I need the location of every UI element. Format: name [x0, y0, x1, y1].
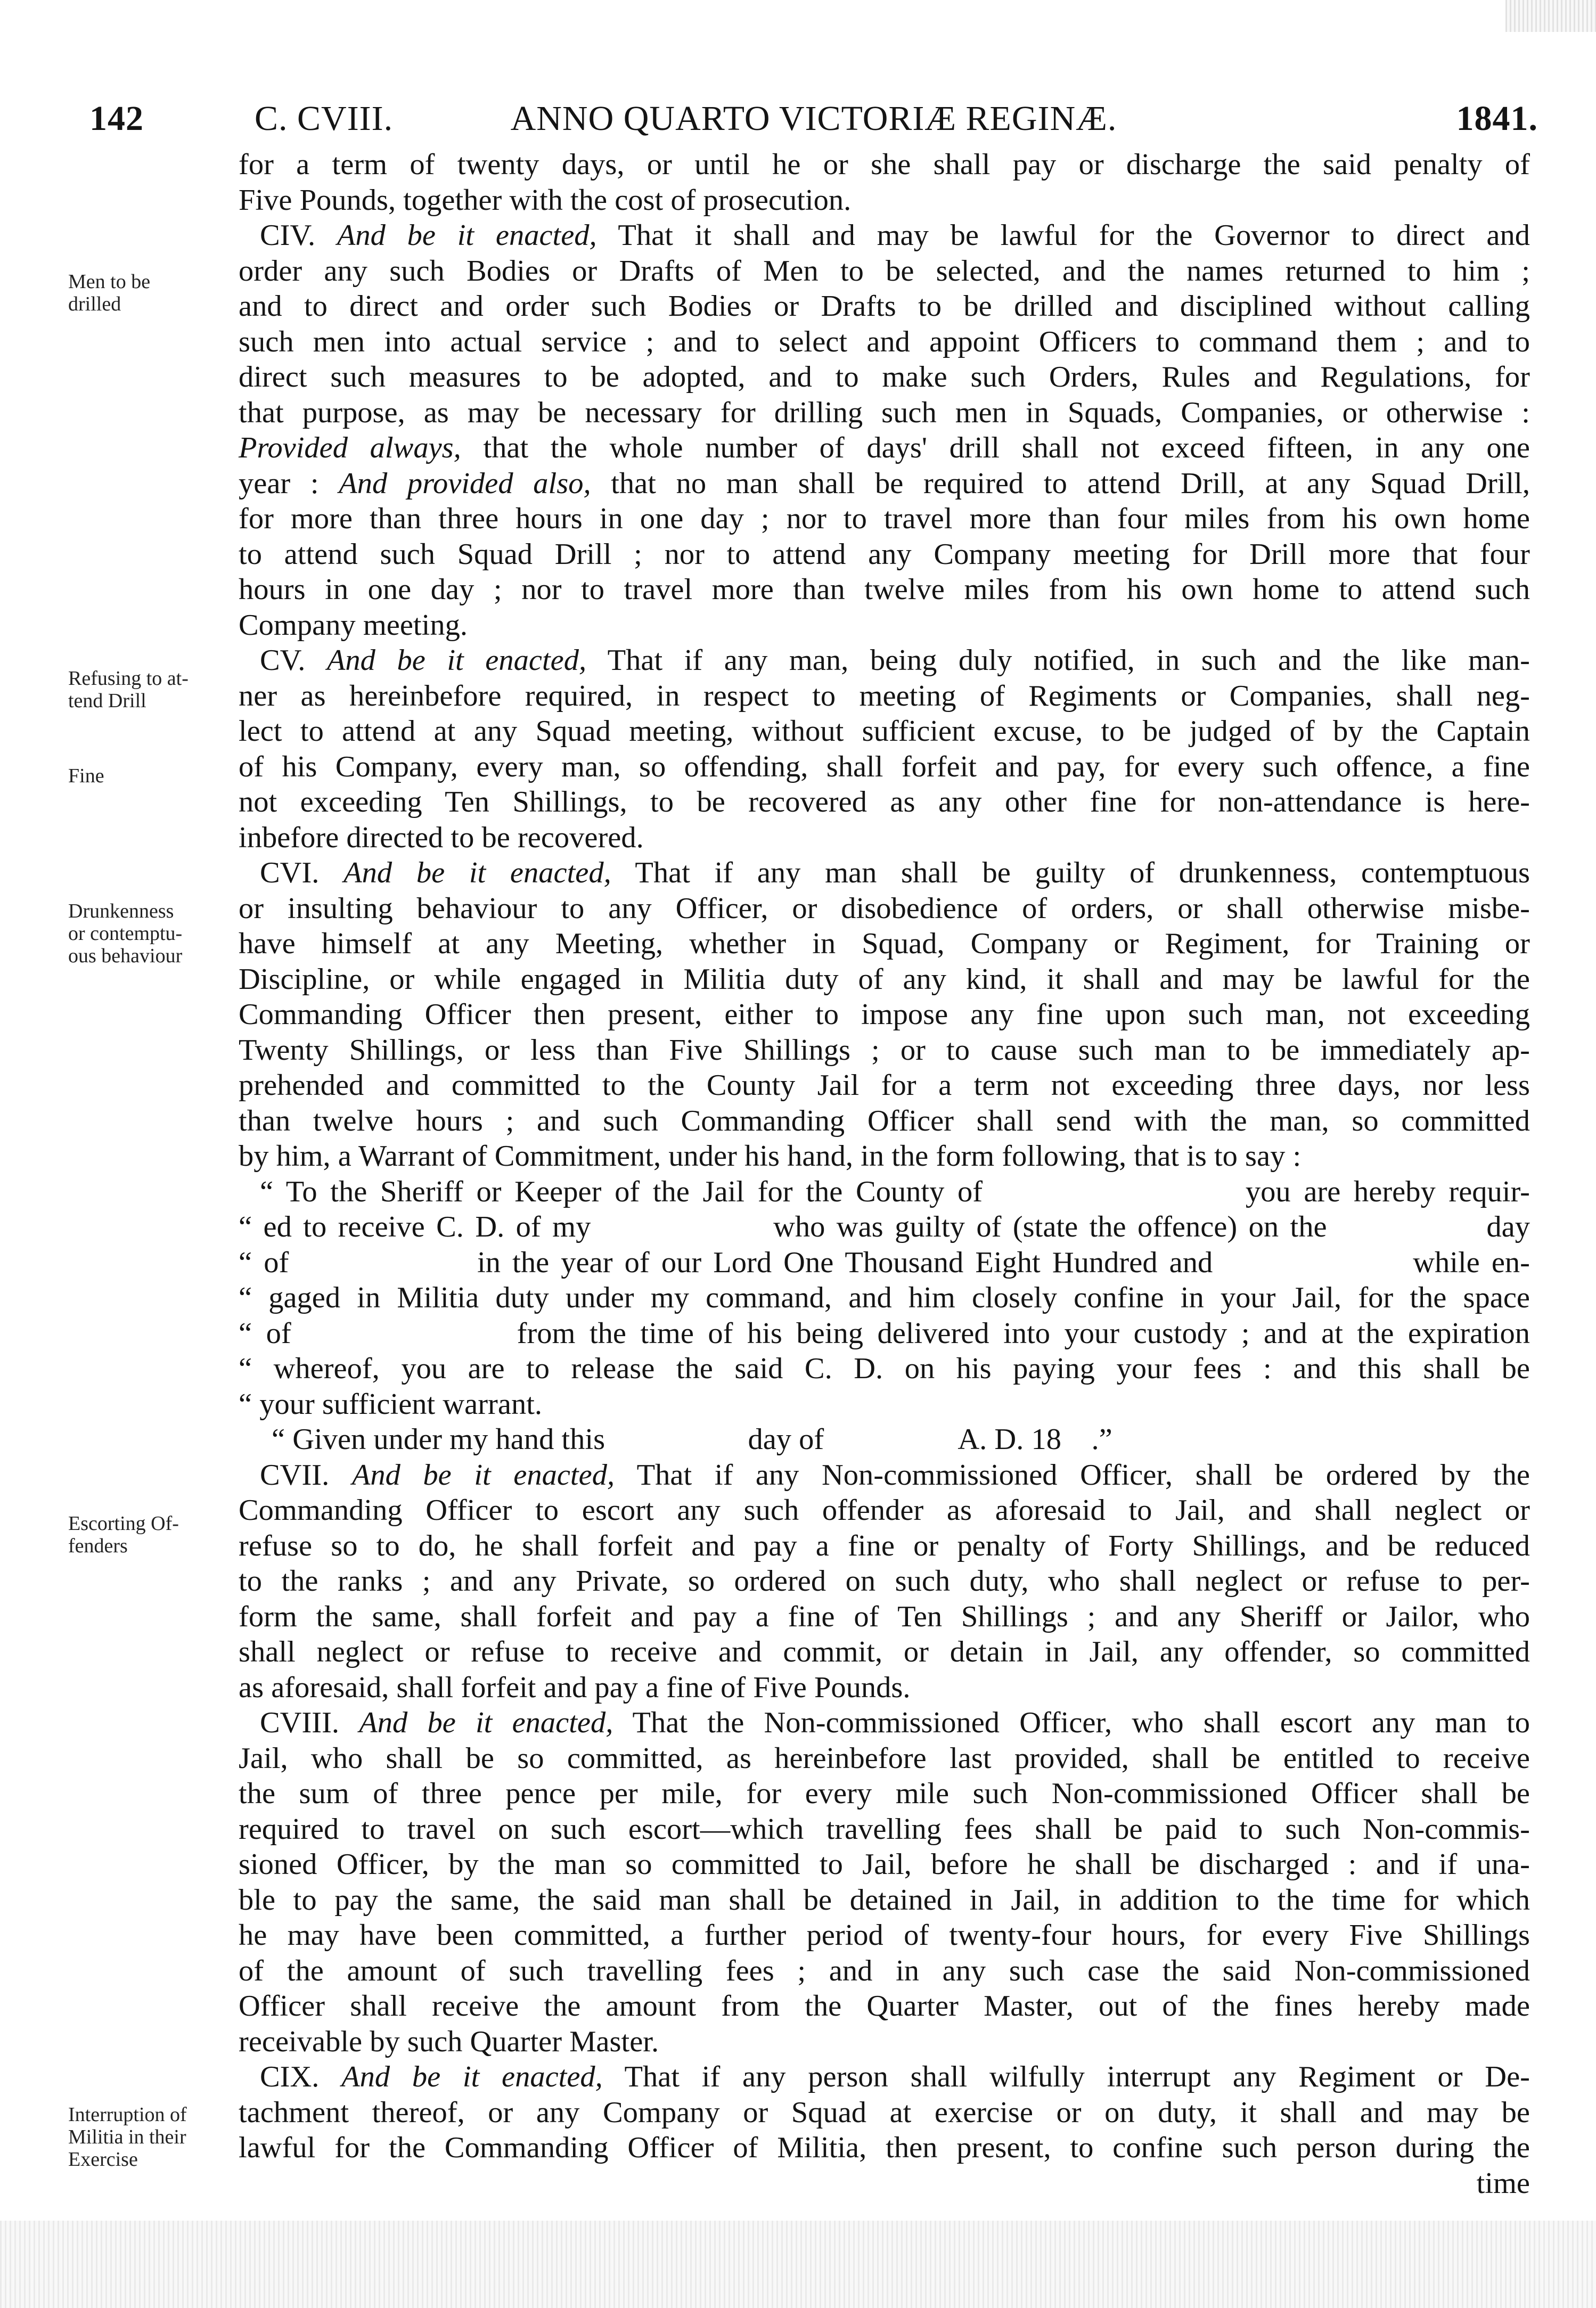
text-line: the sum of three pence per mile, for every mile such Non-commissioned Officer shall be	[239, 1777, 1530, 1810]
text-line: Discipline, or while engaged in Militia duty of any kind, it shall and may be lawful for the	[239, 962, 1530, 996]
text-line: not exceeding Ten Shillings, to be recovered as any other fine for non-attendance is here-	[239, 785, 1530, 819]
margin-note-interruption: Interruption of Militia in their Exercise	[68, 2104, 187, 2171]
text-line: for a term of twenty days, or until he or she shall pay or discharge the said penalty of	[239, 148, 1530, 181]
warrant-line: “ your sufficient warrant.	[239, 1387, 543, 1421]
page-header	[89, 95, 1538, 143]
text-line: required to travel on such escort—which travelling fees shall be paid to such Non-commis-	[239, 1812, 1530, 1846]
text-line: Five Pounds, together with the cost of prosecution.	[239, 183, 852, 217]
warrant-line: “ whereof, you are to release the said C. D. on his paying your fees : and this shall be	[239, 1352, 1530, 1385]
warrant-line: “ of from the time of his being delivered into your custody ; and at the expiration	[239, 1316, 1530, 1350]
text-line: sioned Officer, by the man so committed to Jail, before he shall be discharged : and if una-	[239, 1848, 1530, 1881]
text-line: as aforesaid, shall forfeit and pay a fine of Five Pounds.	[239, 1671, 911, 1704]
scan-noise-bottom	[0, 2221, 1596, 2308]
warrant-given-line: “ Given under my hand this day of A. D. 18 .”	[272, 1423, 1112, 1456]
section-civ-first-line: CIV. And be it enacted, That it shall and may be lawful for the Governor to direct and	[260, 219, 1530, 252]
scan-noise-top	[1505, 0, 1596, 32]
text-line: he may have been committed, a further period of twenty-four hours, for every Five Shillings	[239, 1919, 1530, 1952]
text-line: year : And provided also, that no man shall be required to attend Drill, at any Squad Drill,	[239, 466, 1530, 500]
text-line: order any such Bodies or Drafts of Men to be selected, and the names returned to him ;	[239, 254, 1530, 288]
text-line: to attend such Squad Drill ; nor to attend any Company meeting for Drill more that four	[239, 537, 1530, 571]
text-line: of the amount of such travelling fees ; and in any such case the said Non-commissioned	[239, 1954, 1530, 1987]
catchword: time	[1476, 2166, 1530, 2200]
text-line: direct such measures to be adopted, and to make such Orders, Rules and Regulations, for	[239, 361, 1530, 394]
text-line: prehended and committed to the County Jail for a term not exceeding three days, nor less	[239, 1069, 1530, 1102]
text-line: receivable by such Quarter Master.	[239, 2025, 659, 2058]
text-line: of his Company, every man, so offending, shall forfeit and pay, for every such offence, a fine	[239, 750, 1530, 783]
margin-note-drunkenness: Drunkenness or contemptu- ous behaviour	[68, 900, 183, 967]
margin-note-refusing-drill: Refusing to at- tend Drill	[68, 667, 189, 712]
text-line: tachment thereof, or any Company or Squad at exercise or on duty, it shall and may be	[239, 2096, 1530, 2129]
text-line: shall neglect or refuse to receive and commit, or detain in Jail, any offender, so committed	[239, 1635, 1530, 1668]
margin-note-escorting: Escorting Of- fenders	[68, 1512, 179, 1557]
warrant-line: “ of in the year of our Lord One Thousand Eight Hundred and while en-	[239, 1246, 1530, 1279]
warrant-line: “ gaged in Militia duty under my command, and him closely confine in your Jail, for the space	[239, 1281, 1530, 1314]
section-cv-first-line: CV. And be it enacted, That if any man, being duly notified, in such and the like man-	[260, 644, 1530, 677]
text-line: that purpose, as may be necessary for drilling such men in Squads, Companies, or otherwise :	[239, 396, 1530, 429]
margin-note-fine: Fine	[68, 765, 104, 787]
running-title: ANNO QUARTO VICTORIÆ REGINÆ.	[510, 99, 1117, 138]
warrant-line: “ ed to receive C. D. of my who was guilty of (state the offence) on the day	[239, 1210, 1530, 1243]
text-line: lawful for the Commanding Officer of Militia, then present, to confine such person during the	[239, 2131, 1530, 2164]
text-line: such men into actual service ; and to select and appoint Officers to command them ; and to	[239, 325, 1530, 358]
text-line: to the ranks ; and any Private, so ordered on such duty, who shall neglect or refuse to per-	[239, 1565, 1530, 1598]
text-line: and to direct and order such Bodies or Drafts to be drilled and disciplined without calling	[239, 290, 1530, 323]
text-line: have himself at any Meeting, whether in Squad, Company or Regiment, for Training or	[239, 927, 1530, 960]
section-cvii-first-line: CVII. And be it enacted, That if any Non-commissioned Officer, shall be ordered by the	[260, 1458, 1530, 1492]
text-line: Provided always, that the whole number of days' drill shall not exceed fifteen, in any one	[239, 431, 1530, 464]
text-line: Commanding Officer then present, either to impose any fine upon such man, not exceeding	[239, 998, 1530, 1031]
text-line: Company meeting.	[239, 608, 468, 642]
section-cix-first-line: CIX. And be it enacted, That if any person shall wilfully interrupt any Regiment or De-	[260, 2060, 1530, 2093]
text-line: or insulting behaviour to any Officer, or disobedience of orders, or shall otherwise misbe-	[239, 891, 1530, 925]
page-number: 142	[89, 99, 144, 138]
body-text	[239, 147, 1530, 2201]
section-cvi-first-line: CVI. And be it enacted, That if any man shall be guilty of drunkenness, contemptuous	[260, 856, 1530, 889]
year: 1841.	[1456, 99, 1538, 138]
text-line: form the same, shall forfeit and pay a fine of Ten Shillings ; and any Sheriff or Jailor, who	[239, 1600, 1530, 1633]
text-line: Officer shall receive the amount from the Quarter Master, out of the fines hereby made	[239, 1990, 1530, 2023]
text-line: inbefore directed to be recovered.	[239, 821, 644, 854]
margin-note-men-drilled: Men to be drilled	[68, 271, 151, 315]
text-line: than twelve hours ; and such Commanding Officer shall send with the man, so committed	[239, 1104, 1530, 1137]
text-line: Jail, who shall be so committed, as hereinbefore last provided, shall be entitled to receive	[239, 1741, 1530, 1775]
text-line: ner as hereinbefore required, in respect to meeting of Regiments or Companies, shall neg-	[239, 679, 1530, 713]
text-line: by him, a Warrant of Commitment, under his hand, in the form following, that is to say :	[239, 1140, 1302, 1173]
text-line: Twenty Shillings, or less than Five Shillings ; or to cause such man to be immediately ap-	[239, 1033, 1530, 1067]
text-line: for more than three hours in one day ; nor to travel more than four miles from his own home	[239, 502, 1530, 535]
text-line: lect to attend at any Squad meeting, without sufficient excuse, to be judged of by the Captain	[239, 715, 1530, 748]
chapter-number: C. CVIII.	[255, 99, 394, 138]
text-line: hours in one day ; nor to travel more than twelve miles from his own home to attend such	[239, 573, 1530, 606]
text-line: ble to pay the same, the said man shall be detained in Jail, in addition to the time for which	[239, 1883, 1530, 1917]
section-cviii-first-line: CVIII. And be it enacted, That the Non-commissioned Officer, who shall escort any man to	[260, 1706, 1530, 1739]
warrant-line: “ To the Sheriff or Keeper of the Jail for the County of you are hereby requir-	[260, 1175, 1530, 1208]
text-line: refuse so to do, he shall forfeit and pay a fine or penalty of Forty Shillings, and be reduced	[239, 1529, 1530, 1562]
text-line: Commanding Officer to escort any such offender as aforesaid to Jail, and shall neglect or	[239, 1494, 1530, 1527]
